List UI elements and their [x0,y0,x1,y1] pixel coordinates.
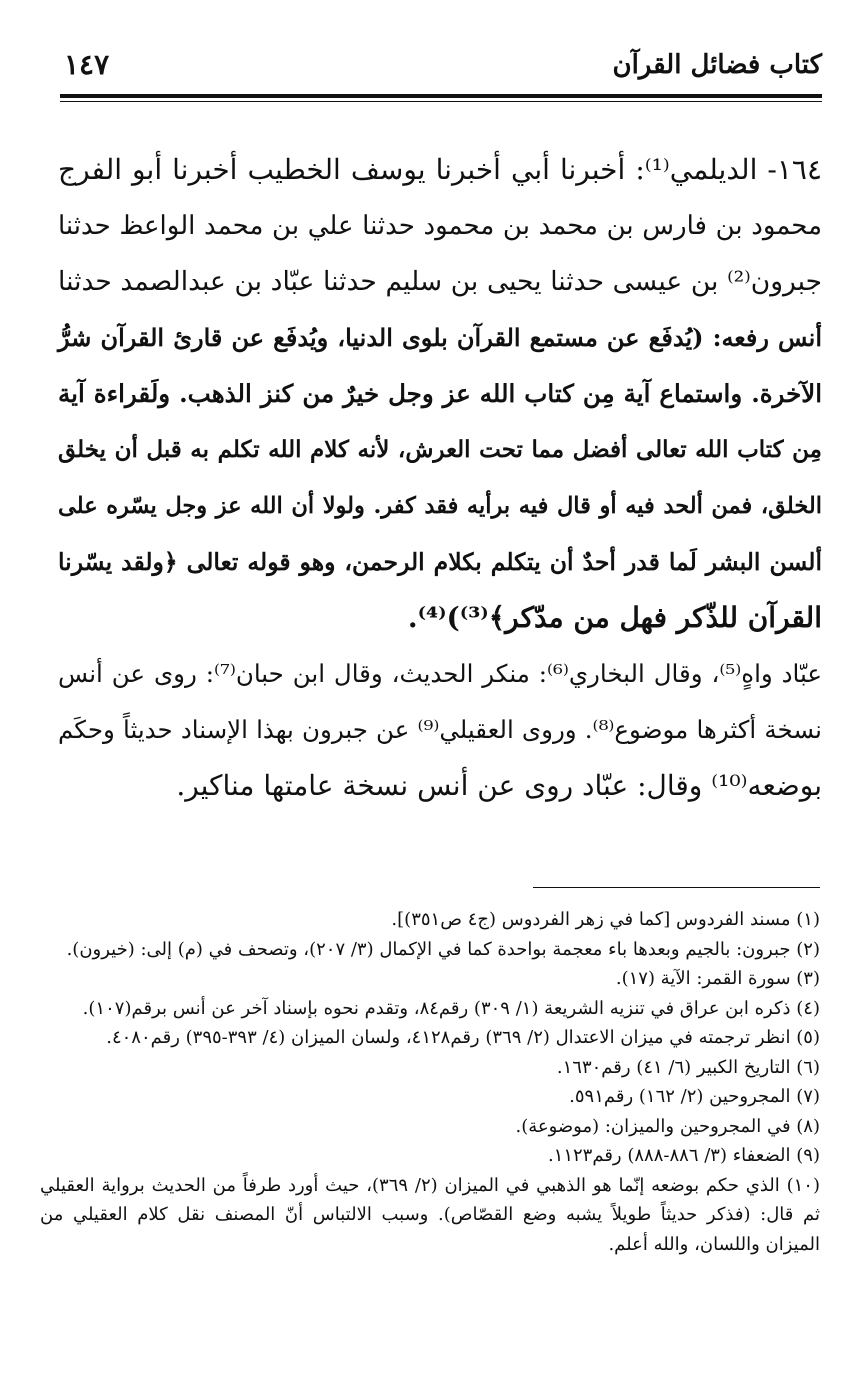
text-line: جبرون⁽²⁾ بن عيسى حدثنا يحيى بن سليم حدثنا عبّاد بن عبدالصمد حدثنا [58,266,822,297]
footnote: (٢) جبرون: بالجيم وبعدها باء معجمة بواحدة كما في الإكمال (٣/ ٢٠٧)، وتصحف في (م) إلى: (خيرون). [66,938,820,960]
footnote: (٨) في المجروحين والميزان: (موضوعة). [515,1115,820,1137]
footnote: (٦) التاريخ الكبير (٦/ ٤١) رقم١٦٣٠. [556,1056,820,1078]
footnote-divider [533,887,820,888]
header-rule-thin [60,101,822,102]
footnote: (٥) انظر ترجمته في ميزان الاعتدال (٢/ ٣٦٩) رقم٤١٢٨، ولسان الميزان (٤/ ٣٩٣-٣٩٥) رقم٤٠٨٠. [106,1027,820,1048]
footnote: (١) مسند الفردوس [كما في زهر الفردوس (ج٤ ص٣٥١)]. [391,909,820,930]
footnote: (٣) سورة القمر: الآية (١٧). [615,968,820,989]
footnote: (٤) ذكره ابن عراق في تنزيه الشريعة (١/ ٣٠٩) رقم٨٤، وتقدم نحوه بإسناد آخر عن أنس برقم(١٠٧). [82,997,820,1019]
footnote: (٧) المجروحين (٢/ ١٦٢) رقم٥٩١. [569,1086,820,1107]
text-line: بوضعه⁽¹⁰⁾ وقال: عبّاد روى عن أنس نسخة عامتها مناكير. [176,769,822,802]
text-line: نسخة أكثرها موضوع⁽⁸⁾. وروى العقيلي⁽⁹⁾ عن جبرون بهذا الإسناد حديثاً وحكَم [58,715,823,744]
text-line: أنس رفعه: (يُدفَع عن مستمع القرآن بلوى الدنيا، ويُدفَع عن قارئ القرآن شرُّ [58,323,822,352]
page-header [60,42,822,92]
text-line: الخلق، فمن ألحد فيه أو قال فيه برأيه فقد كفر. ولولا أن الله عز وجل يسّره على [58,493,822,519]
text-line: ١٦٤- الديلمي⁽¹⁾: أخبرنا أبي أخبرنا يوسف الخطيب أخبرنا أبو الفرج [58,153,822,186]
running-title: كتاب فضائل القرآن [612,50,822,80]
text-line: الآخرة. واستماع آية مِن كتاب الله عز وجل خيرٌ من كنز الذهب. ولَقراءة آية [58,379,822,408]
text-line: ألسن البشر لَما قدر أحدٌ أن يتكلم بكلام الرحمن، وهو قوله تعالى ﴿ولقد يسّرنا [58,548,822,576]
footnote-continuation: ثم قال: (فذكر حديثاً طويلاً يشبه وضع القصّاص). وسبب الالتباس أنّ المصنف نقل كلام العقيلي من [40,1204,820,1225]
footnotes [40,905,820,1259]
text-line: مِن كتاب الله تعالى أفضل مما تحت العرش، لأنه كلام الله تكلم به قبل أن يخلق [58,436,822,463]
header-rule-thick [60,94,822,98]
text-line: محمود بن فارس بن محمد بن محمود حدثنا علي بن محمد الواعظ حدثنا [58,211,822,241]
text-line: عبّاد واهٍ⁽⁵⁾، وقال البخاري⁽⁶⁾: منكر الحديث، وقال ابن حبان⁽⁷⁾: روى عن أنس [58,659,823,688]
footnote: (٩) الضعفاء (٣/ ٨٨٦-٨٨٨) رقم١١٢٣. [547,1145,820,1166]
main-text [58,142,822,814]
text-line: القرآن للذّكر فهل من مدّكر﴾⁽³⁾)⁽⁴⁾. [407,601,822,634]
footnote: (١٠) الذي حكم بوضعه إنّما هو الذهبي في الميزان (٢/ ٣٦٩)، حيث أورد طرفاً من الحديث برواية العقيلي [40,1174,820,1196]
footnote-continuation: الميزان واللسان، والله أعلم. [608,1233,820,1255]
page-number: ١٤٧ [64,48,110,81]
